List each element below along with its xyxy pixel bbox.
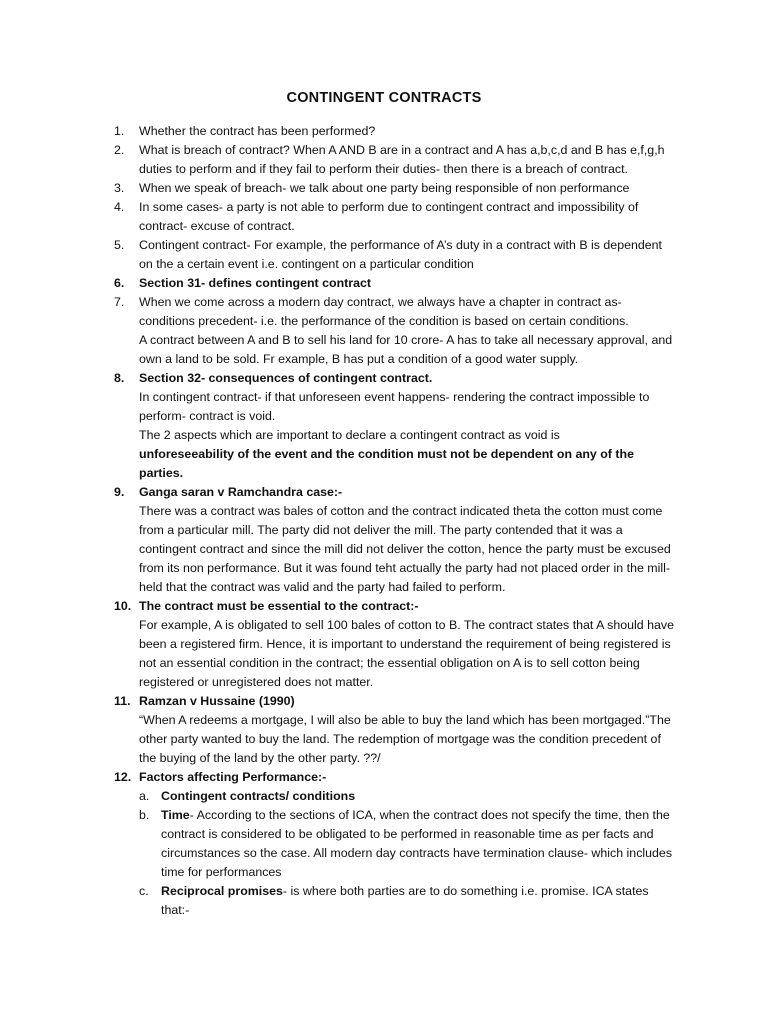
- list-item: [114, 692, 674, 768]
- item-number: 11.: [114, 694, 131, 708]
- lettered-sublist: [139, 787, 674, 920]
- item-number: 6.: [114, 276, 125, 290]
- sub-item-letter: a.: [139, 789, 150, 803]
- list-item: [114, 768, 674, 920]
- item-number: 3.: [114, 181, 125, 195]
- item-text: There was a contract was bales of cotton and the contract indicated theta the cotton must come from a particular mill. The party did not deliver the mill. The party contended that it was a contingent contract and since the mill did not deliver the cotton, hence the party must be excused from its non performance. But it was found teht actually the party had not placed order in the mill- held that the contract was valid and the party had failed to perform.: [139, 504, 671, 594]
- item-number: 7.: [114, 295, 125, 309]
- sub-list-item: [139, 787, 674, 806]
- sub-item-heading: Contingent contracts/ conditions: [161, 789, 356, 803]
- item-text: For example, A is obligated to sell 100 bales of cotton to B. The contract states that A should have been a registered firm. Hence, it is important to understand the requirement of being registered is not an essential condition in the contract; the essential obligation on A is to sell cotton being registered or unregistered does not matter.: [139, 618, 674, 689]
- list-item: [114, 293, 674, 369]
- list-item: [114, 179, 674, 198]
- document-title: CONTINGENT CONTRACTS: [286, 90, 482, 106]
- item-text: Contingent contract- For example, the performance of A’s duty in a contract with B is dependent on the a certain event i.e. contingent on a particular condition: [139, 238, 662, 271]
- item-number: 8.: [114, 371, 125, 385]
- section-heading: Factors affecting Performance:-: [139, 770, 327, 784]
- item-number: 5.: [114, 238, 125, 252]
- item-text: “When A redeems a mortgage, I will also be able to buy the land which has been mortgaged.”The other party wanted to buy the land. The redemption of mortgage was the condition precedent of the buying of the land by the other party. ??/: [139, 713, 671, 765]
- sub-item-text: - is where both parties are to do something i.e. promise. ICA states that:-: [161, 884, 649, 917]
- numbered-list: [114, 122, 674, 920]
- list-item: [114, 122, 674, 141]
- sub-list-item: [139, 882, 674, 920]
- item-number: 9.: [114, 485, 125, 499]
- item-text: In some cases- a party is not able to perform due to contingent contract and impossibility of contract- excuse of contract.: [139, 200, 639, 233]
- sub-item-text: - According to the sections of ICA, when the contract does not specify the time, then the contract is considered to be obligated to be performed in reasonable time as per facts and circumstances so the case. All modern day contracts have termination clause- which includes time for performances: [161, 808, 673, 879]
- section-heading: Section 32- consequences of contingent contract.: [139, 371, 433, 385]
- item-text-bold: unforeseeability of the event and the condition must not be dependent on any of the parties.: [139, 447, 634, 480]
- sub-item-letter: c.: [139, 884, 149, 898]
- item-text: The 2 aspects which are important to declare a contingent contract as void is: [139, 428, 560, 442]
- item-text: Whether the contract has been performed?: [139, 124, 376, 138]
- item-text: In contingent contract- if that unforeseen event happens- rendering the contract impossible to perform- contract is void.: [139, 390, 650, 423]
- item-text: What is breach of contract? When A AND B are in a contract and A has a,b,c,d and B has e,f,g,h duties to perform and if they fail to perform their duties- then there is a breach of contract.: [139, 143, 665, 176]
- sub-list-item: [139, 806, 674, 882]
- sub-item-heading: Time: [161, 808, 190, 822]
- item-number: 2.: [114, 143, 125, 157]
- section-heading: The contract must be essential to the contract:-: [139, 599, 419, 613]
- list-item: [114, 597, 674, 692]
- item-number: 10.: [114, 599, 132, 613]
- sub-item-letter: b.: [139, 808, 150, 822]
- item-number: 4.: [114, 200, 125, 214]
- list-item: [114, 236, 674, 274]
- list-item: [114, 141, 674, 179]
- list-item: [114, 369, 674, 483]
- section-heading: Section 31- defines contingent contract: [139, 276, 372, 290]
- case-heading: Ramzan v Hussaine (1990): [139, 694, 295, 708]
- sub-item-heading: Reciprocal promises: [161, 884, 283, 898]
- list-item: [114, 483, 674, 597]
- item-number: 12.: [114, 770, 132, 784]
- item-number: 1.: [114, 124, 125, 138]
- list-item: [114, 274, 674, 293]
- item-text: When we speak of breach- we talk about one party being responsible of non performance: [139, 181, 630, 195]
- case-heading: Ganga saran v Ramchandra case:-: [139, 485, 343, 499]
- list-item: [114, 198, 674, 236]
- item-text: When we come across a modern day contract, we always have a chapter in contract as- conditions precedent- i.e. the performance of the condition is based on certain conditions.: [139, 295, 629, 328]
- item-text: A contract between A and B to sell his land for 10 crore- A has to take all necessary approval, and own a land to be sold. Fr example, B has put a condition of a good water supply.: [139, 333, 673, 366]
